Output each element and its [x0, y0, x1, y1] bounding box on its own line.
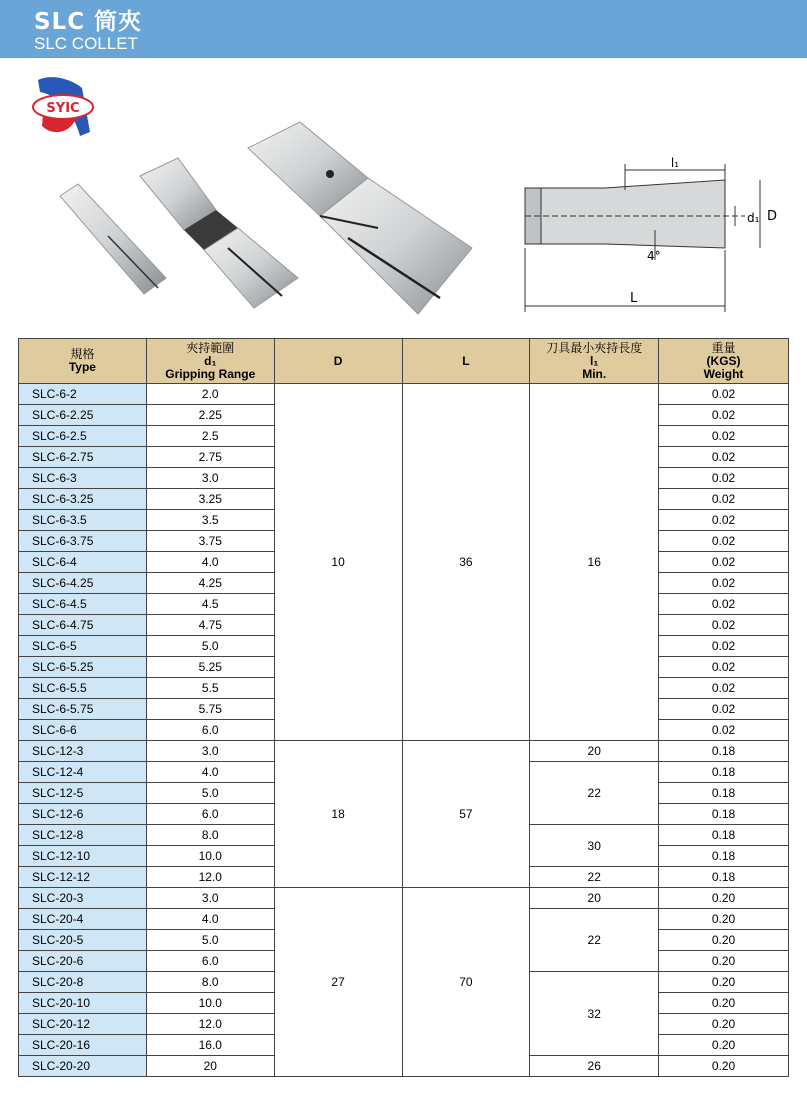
gripping-range-cell: 16.0: [146, 1035, 274, 1056]
gripping-range-cell: 5.0: [146, 930, 274, 951]
type-cell: SLC-6-5.75: [19, 699, 147, 720]
min-length-cell: 20: [530, 741, 659, 762]
gripping-range-cell: 10.0: [146, 993, 274, 1014]
weight-cell: 0.02: [659, 594, 789, 615]
title-chinese: SLC 筒夾: [34, 9, 143, 35]
weight-cell: 0.20: [659, 930, 789, 951]
type-cell: SLC-6-3.25: [19, 489, 147, 510]
header-type: 規格 Type: [19, 339, 147, 384]
collet-technical-drawing: [515, 150, 795, 320]
gripping-range-cell: 6.0: [146, 720, 274, 741]
weight-cell: 0.20: [659, 1056, 789, 1077]
gripping-range-cell: 3.0: [146, 741, 274, 762]
dim-l1: l₁: [670, 156, 680, 170]
header-D: D: [274, 339, 402, 384]
min-length-cell: 22: [530, 909, 659, 972]
min-length-cell: 22: [530, 762, 659, 825]
type-cell: SLC-12-5: [19, 783, 147, 804]
type-cell: SLC-12-6: [19, 804, 147, 825]
table-row: [19, 741, 789, 762]
type-cell: SLC-6-4: [19, 552, 147, 573]
weight-cell: 0.18: [659, 762, 789, 783]
dim-d1: d₁: [747, 211, 760, 225]
gripping-range-cell: 5.5: [146, 678, 274, 699]
table-header-row: [19, 339, 789, 384]
gripping-range-cell: 5.75: [146, 699, 274, 720]
min-length-cell: 16: [530, 384, 659, 741]
type-cell: SLC-20-20: [19, 1056, 147, 1077]
weight-cell: 0.20: [659, 1035, 789, 1056]
gripping-range-cell: 12.0: [146, 867, 274, 888]
weight-cell: 0.02: [659, 573, 789, 594]
gripping-range-cell: 4.75: [146, 615, 274, 636]
gripping-range-cell: 2.75: [146, 447, 274, 468]
logo-text: SYIC: [46, 101, 80, 116]
weight-cell: 0.02: [659, 552, 789, 573]
type-cell: SLC-6-2.25: [19, 405, 147, 426]
weight-cell: 0.18: [659, 846, 789, 867]
header-L: L: [402, 339, 530, 384]
type-cell: SLC-12-3: [19, 741, 147, 762]
weight-cell: 0.02: [659, 657, 789, 678]
weight-cell: 0.18: [659, 867, 789, 888]
type-cell: SLC-6-3: [19, 468, 147, 489]
weight-cell: 0.02: [659, 447, 789, 468]
type-cell: SLC-6-3.75: [19, 531, 147, 552]
weight-cell: 0.02: [659, 426, 789, 447]
weight-cell: 0.20: [659, 888, 789, 909]
D-cell: 10: [274, 384, 402, 741]
type-cell: SLC-20-10: [19, 993, 147, 1014]
weight-cell: 0.18: [659, 825, 789, 846]
gripping-range-cell: 2.5: [146, 426, 274, 447]
gripping-range-cell: 4.0: [146, 552, 274, 573]
gripping-range-cell: 3.75: [146, 531, 274, 552]
gripping-range-cell: 6.0: [146, 804, 274, 825]
type-cell: SLC-12-10: [19, 846, 147, 867]
collet-medium: [140, 158, 298, 308]
weight-cell: 0.18: [659, 804, 789, 825]
gripping-range-cell: 5.0: [146, 636, 274, 657]
dim-D: D: [767, 209, 778, 224]
gripping-range-cell: 12.0: [146, 1014, 274, 1035]
L-cell: 57: [402, 741, 530, 888]
min-length-cell: 32: [530, 972, 659, 1056]
dim-angle: 4°: [647, 249, 661, 263]
weight-cell: 0.18: [659, 783, 789, 804]
gripping-range-cell: 3.0: [146, 468, 274, 489]
type-cell: SLC-6-4.25: [19, 573, 147, 594]
min-length-cell: 26: [530, 1056, 659, 1077]
type-cell: SLC-6-5.5: [19, 678, 147, 699]
weight-cell: 0.02: [659, 720, 789, 741]
weight-cell: 0.02: [659, 405, 789, 426]
type-cell: SLC-6-3.5: [19, 510, 147, 531]
gripping-range-cell: 5.0: [146, 783, 274, 804]
gripping-range-cell: 4.0: [146, 909, 274, 930]
gripping-range-cell: 4.0: [146, 762, 274, 783]
min-length-cell: 20: [530, 888, 659, 909]
type-cell: SLC-20-6: [19, 951, 147, 972]
title-english: SLC COLLET: [34, 34, 138, 53]
min-length-cell: 30: [530, 825, 659, 867]
gripping-range-cell: 2.0: [146, 384, 274, 405]
L-cell: 70: [402, 888, 530, 1077]
type-cell: SLC-6-4.75: [19, 615, 147, 636]
gripping-range-cell: 6.0: [146, 951, 274, 972]
header-min-length: 刀具最小夾持長度 l₁ Min.: [530, 339, 659, 384]
weight-cell: 0.02: [659, 699, 789, 720]
type-cell: SLC-12-4: [19, 762, 147, 783]
weight-cell: 0.20: [659, 993, 789, 1014]
type-cell: SLC-6-2.75: [19, 447, 147, 468]
type-cell: SLC-20-5: [19, 930, 147, 951]
weight-cell: 0.20: [659, 972, 789, 993]
weight-cell: 0.20: [659, 909, 789, 930]
gripping-range-cell: 20: [146, 1056, 274, 1077]
table-row: [19, 384, 789, 405]
weight-cell: 0.02: [659, 678, 789, 699]
weight-cell: 0.02: [659, 510, 789, 531]
collet-photos: [48, 118, 478, 328]
gripping-range-cell: 3.5: [146, 510, 274, 531]
weight-cell: 0.02: [659, 384, 789, 405]
gripping-range-cell: 2.25: [146, 405, 274, 426]
type-cell: SLC-6-2: [19, 384, 147, 405]
gripping-range-cell: 8.0: [146, 972, 274, 993]
weight-cell: 0.02: [659, 468, 789, 489]
header-weight: 重量 (KGS) Weight: [659, 339, 789, 384]
dim-L: L: [630, 291, 638, 306]
D-cell: 27: [274, 888, 402, 1077]
weight-cell: 0.02: [659, 489, 789, 510]
gripping-range-cell: 8.0: [146, 825, 274, 846]
collet-spec-table: [18, 338, 789, 1077]
table-row: [19, 888, 789, 909]
min-length-cell: 22: [530, 867, 659, 888]
type-cell: SLC-6-6: [19, 720, 147, 741]
weight-cell: 0.20: [659, 1014, 789, 1035]
page-header: [0, 0, 807, 58]
type-cell: SLC-20-4: [19, 909, 147, 930]
gripping-range-cell: 5.25: [146, 657, 274, 678]
gripping-range-cell: 4.25: [146, 573, 274, 594]
weight-cell: 0.18: [659, 741, 789, 762]
type-cell: SLC-6-5.25: [19, 657, 147, 678]
D-cell: 18: [274, 741, 402, 888]
gripping-range-cell: 3.25: [146, 489, 274, 510]
collet-small: [60, 184, 166, 294]
gripping-range-cell: 4.5: [146, 594, 274, 615]
weight-cell: 0.02: [659, 615, 789, 636]
L-cell: 36: [402, 384, 530, 741]
type-cell: SLC-20-8: [19, 972, 147, 993]
weight-cell: 0.02: [659, 636, 789, 657]
header-gripping-range: 夾持範圍 d₁ Gripping Range: [146, 339, 274, 384]
gripping-range-cell: 10.0: [146, 846, 274, 867]
type-cell: SLC-6-4.5: [19, 594, 147, 615]
type-cell: SLC-6-5: [19, 636, 147, 657]
table-body: [19, 384, 789, 1077]
weight-cell: 0.02: [659, 531, 789, 552]
weight-cell: 0.20: [659, 951, 789, 972]
type-cell: SLC-20-12: [19, 1014, 147, 1035]
type-cell: SLC-6-2.5: [19, 426, 147, 447]
type-cell: SLC-12-8: [19, 825, 147, 846]
type-cell: SLC-20-16: [19, 1035, 147, 1056]
gripping-range-cell: 3.0: [146, 888, 274, 909]
type-cell: SLC-12-12: [19, 867, 147, 888]
type-cell: SLC-20-3: [19, 888, 147, 909]
